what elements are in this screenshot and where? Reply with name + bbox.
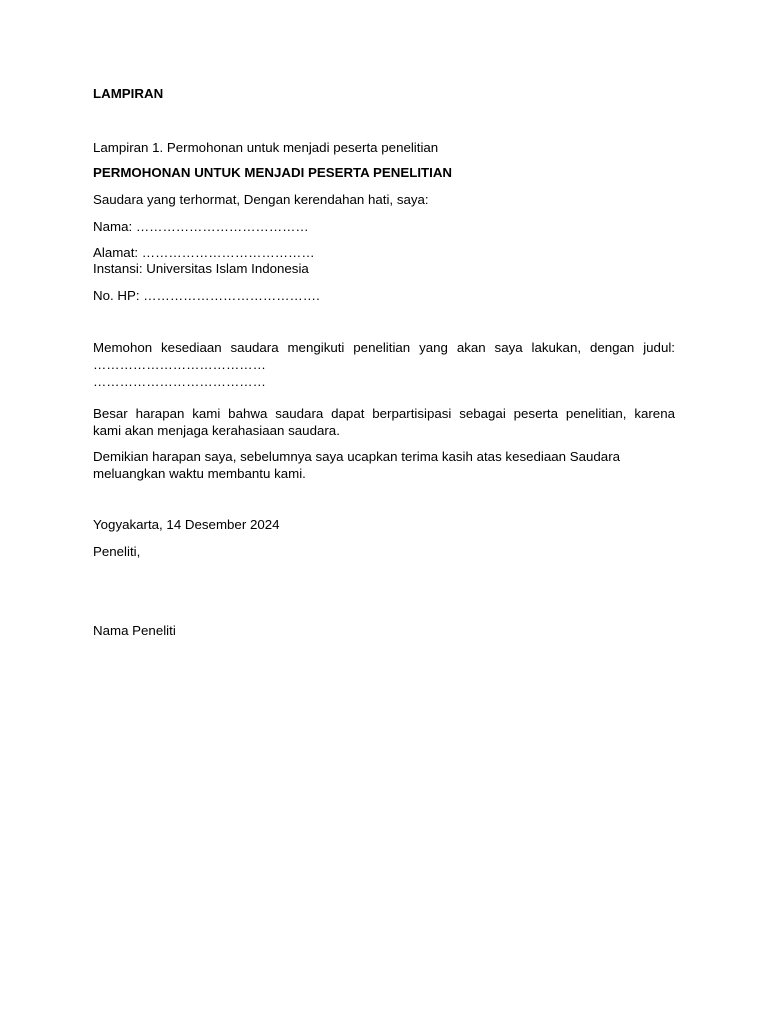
attachment-title: PERMOHONAN UNTUK MENJADI PESERTA PENELITIAN bbox=[93, 165, 453, 180]
research-title-line-1: ………………………………… bbox=[93, 357, 266, 372]
field-phone: No. HP: …………………………………. bbox=[93, 288, 320, 303]
place-date: Yogyakarta, 14 Desember 2024 bbox=[93, 517, 280, 532]
research-title-line-2: ………………………………… bbox=[93, 374, 266, 389]
field-institution: Instansi: Universitas Islam Indonesia bbox=[93, 261, 309, 276]
section-title: LAMPIRAN bbox=[93, 86, 164, 101]
signatory-role: Peneliti, bbox=[93, 544, 141, 559]
greeting-text: Saudara yang terhormat, Dengan kerendahan hati, saya: bbox=[93, 192, 429, 207]
closing-text-line-2: meluangkan waktu membantu kami. bbox=[93, 466, 306, 481]
hope-text-line-1: Besar harapan kami bahwa saudara dapat berpartisipasi sebagai peserta penelitian, karena bbox=[93, 406, 675, 421]
hope-text-line-2: kami akan menjaga kerahasiaan saudara. bbox=[93, 423, 340, 438]
closing-text-line-1: Demikian harapan saya, sebelumnya saya ucapkan terima kasih atas kesediaan Saudara bbox=[93, 449, 621, 464]
attachment-caption: Lampiran 1. Permohonan untuk menjadi peserta penelitian bbox=[93, 140, 439, 155]
field-name: Nama: ………………………………… bbox=[93, 219, 309, 234]
signatory-name: Nama Peneliti bbox=[93, 623, 176, 638]
field-address: Alamat: ………………………………… bbox=[93, 245, 315, 260]
request-text: Memohon kesediaan saudara mengikuti penelitian yang akan saya lakukan, dengan judul: bbox=[93, 340, 675, 355]
